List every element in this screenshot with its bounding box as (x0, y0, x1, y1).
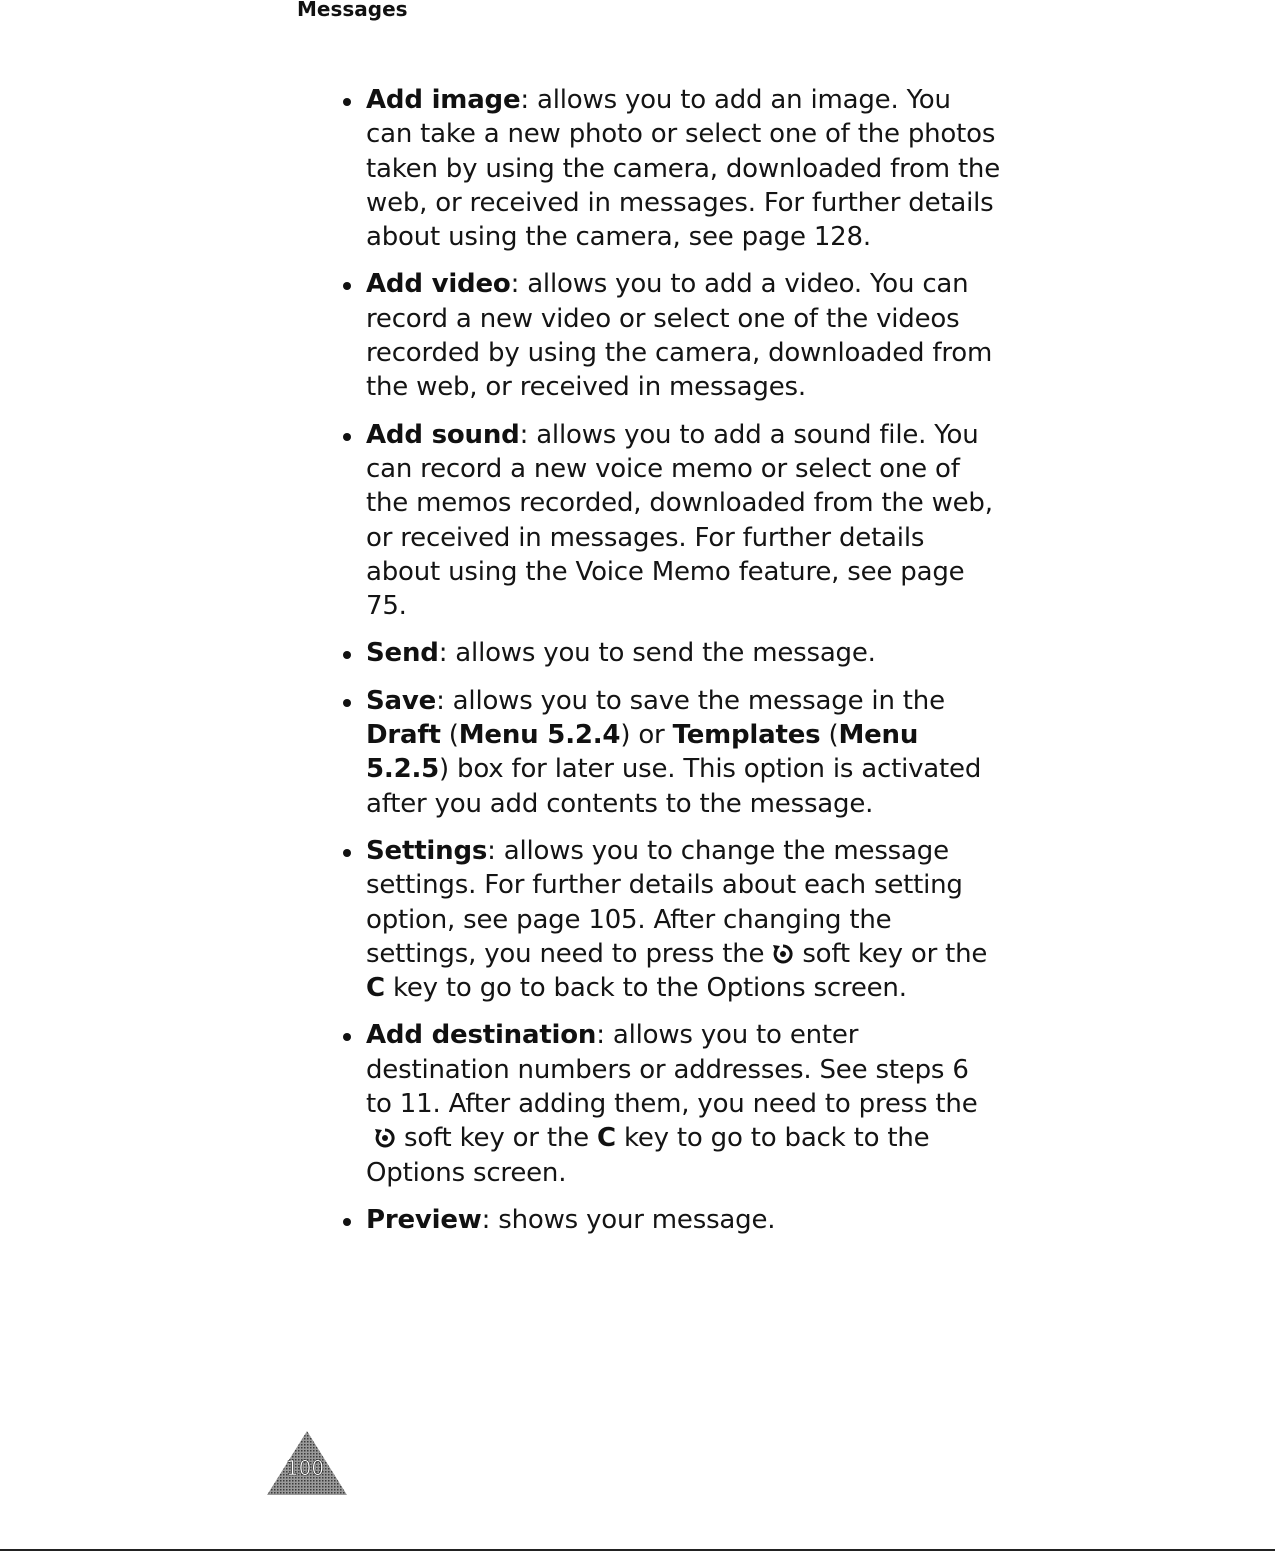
list-item-add-sound (340, 418, 1000, 624)
list-item-settings (340, 834, 1000, 1005)
page-number-badge (265, 1429, 349, 1497)
templates-box-name: Templates (672, 720, 821, 751)
list-item-add-destination (340, 1018, 1000, 1189)
options-list (340, 83, 1000, 1250)
bullet-icon (343, 98, 351, 106)
page-number: 100 (285, 1456, 325, 1480)
list-item-preview (340, 1203, 1000, 1237)
item-description: soft key or the (404, 1123, 597, 1154)
item-description: ) box for later use. This option is activated after you add contents to the message. (366, 754, 982, 819)
item-description: : allows you to add a video. You can record a new video or select one of the videos recorded by using the camera, downloaded from the web, or received in messages. (366, 269, 993, 403)
item-term: Settings (366, 835, 488, 866)
paren-open: ( (440, 720, 459, 751)
item-term: Add sound (366, 419, 520, 450)
bullet-icon (343, 849, 351, 857)
item-term: Send (366, 638, 439, 669)
bullet-icon (343, 651, 351, 659)
bottom-divider (0, 1549, 1275, 1551)
item-description: ) or (620, 720, 673, 751)
draft-box-name: Draft (366, 720, 441, 751)
bullet-icon (343, 699, 351, 707)
key-label: C (596, 1123, 616, 1154)
list-item-add-video (340, 267, 1000, 404)
section-title: Messages (297, 0, 408, 21)
list-item-save (340, 684, 1000, 821)
item-term: Add destination (366, 1020, 597, 1051)
item-description: : allows you to enter destination numbers or addresses. See steps 6 to 11. After adding them, you need to press the (366, 1020, 978, 1120)
back-softkey-icon (372, 1124, 398, 1150)
item-description: : shows your message. (481, 1204, 776, 1235)
item-description: : allows you to add a sound file. You can record a new voice memo or select one of the memos recorded, downloaded from the web, or received in messages. For further details about using the Voice Memo feature, see page 75. (366, 419, 993, 622)
bullet-icon (343, 282, 351, 290)
bullet-icon (343, 433, 351, 441)
item-term: Add video (366, 269, 511, 300)
item-description: : allows you to send the message. (438, 638, 876, 669)
list-item-send (340, 636, 1000, 670)
paren-open: ( (820, 720, 839, 751)
item-description: soft key or the (802, 938, 988, 969)
list-item-add-image (340, 83, 1000, 254)
key-label: C (366, 973, 385, 1004)
item-term: Add image (366, 85, 521, 115)
item-description: key to go to back to the Options screen. (366, 1123, 930, 1188)
bullet-icon (343, 1033, 351, 1041)
back-softkey-icon (770, 940, 796, 966)
item-description: : allows you to add an image. You can take a new photo or select one of the photos taken by using the camera, downloaded from the web, or received in messages. For further details about using the camera, see page 128. (366, 85, 1001, 253)
item-description: : allows you to change the message settings. For further details about each setting option, see page 105. After changing the settings, you need to press the (366, 835, 963, 969)
menu-draft-ref: Menu 5.2.4 (458, 720, 621, 751)
menu-templates-ref: Menu 5.2.5 (366, 720, 919, 785)
item-term: Preview (366, 1204, 482, 1235)
item-term: Save (366, 685, 437, 716)
item-description: key to go to back to the Options screen. (384, 973, 907, 1004)
bullet-icon (343, 1218, 351, 1226)
item-description: : allows you to save the message in the (436, 685, 945, 716)
